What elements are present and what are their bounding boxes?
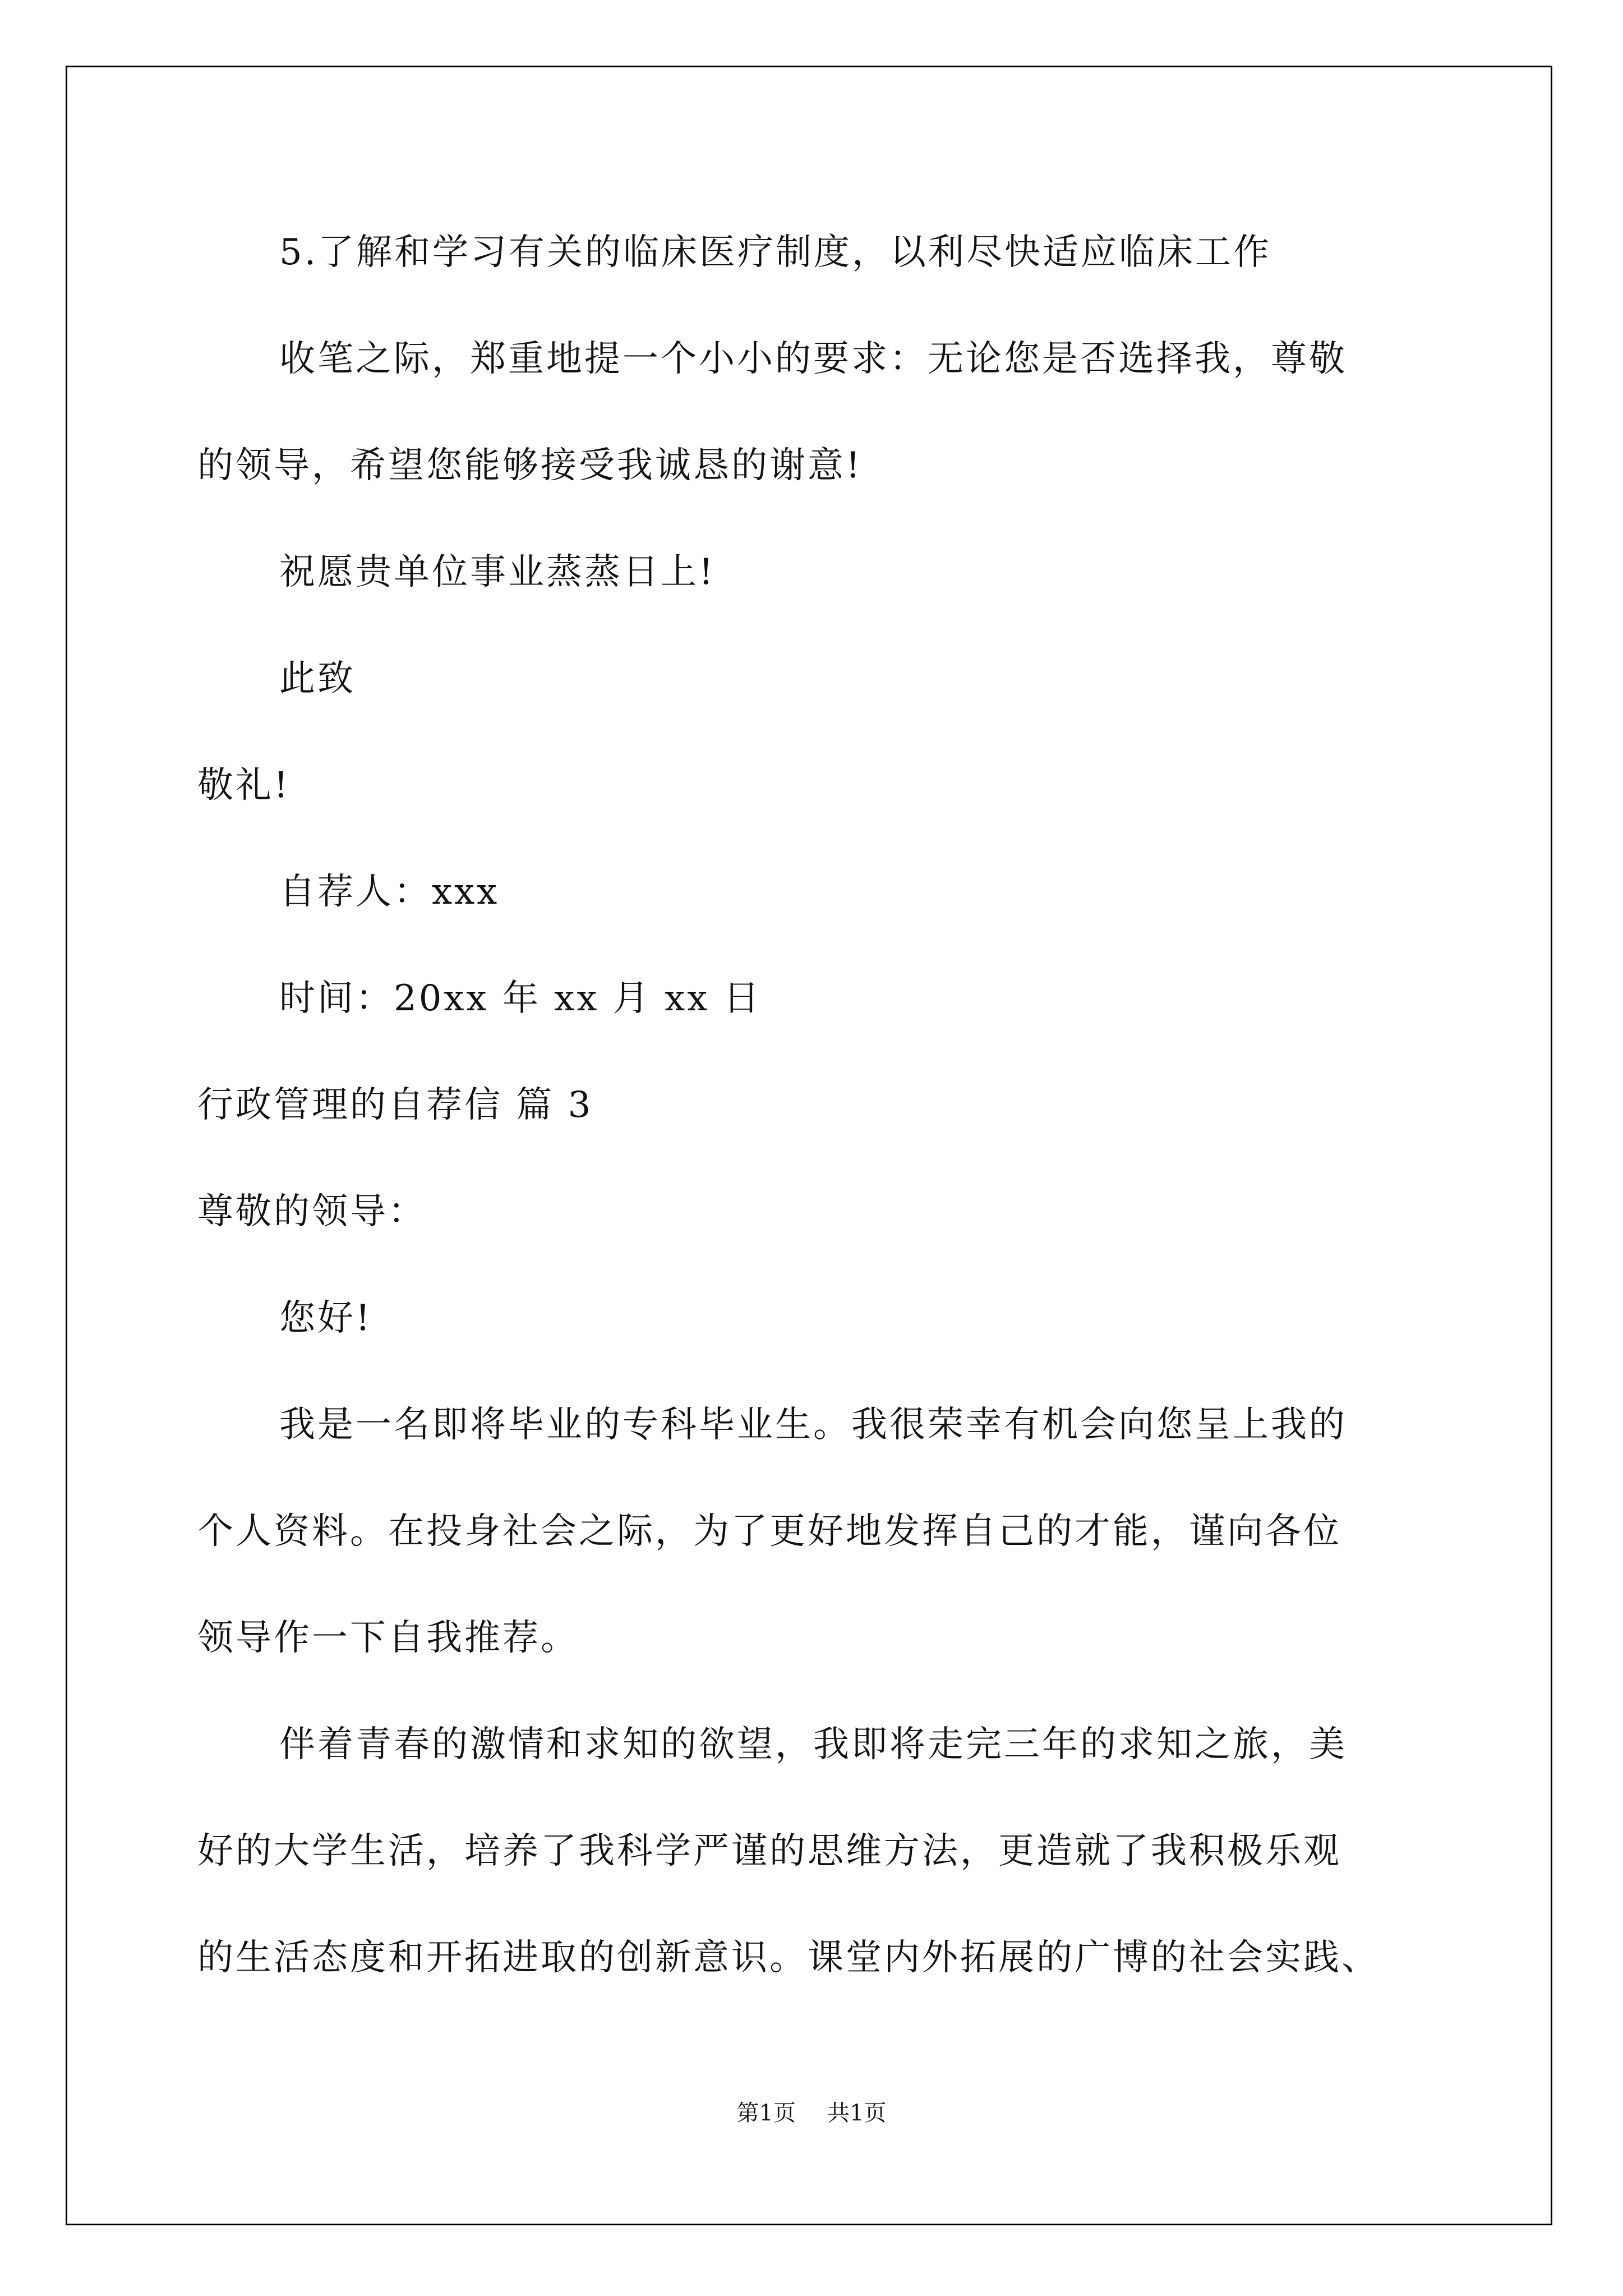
text-line [279, 1296, 1623, 1341]
text-line [197, 443, 1623, 488]
page-footer [0, 2096, 1623, 2130]
signature-line [279, 869, 1623, 914]
line-text: 好的大学生活，培养了我科学严谨的思维方法，更造就了我积极乐观 [197, 1830, 1341, 1872]
line-text: 收笔之际，郑重地提一个小小的要求：无论您是否选择我，尊敬 [279, 338, 1347, 380]
line-text: 的领导，希望您能够接受我诚恳的谢意! [197, 445, 863, 486]
line-text: 时间：20xx 年 xx 月 xx 日 [279, 978, 762, 1019]
text-line [197, 1616, 1623, 1660]
line-text: 您好! [279, 1297, 372, 1339]
text-line [197, 1829, 1623, 1874]
line-text: 敬礼! [197, 765, 291, 806]
text-line [279, 656, 1623, 701]
line-text: 伴着青春的激情和求知的欲望，我即将走完三年的求知之旅，美 [279, 1724, 1347, 1765]
line-text: 5.了解和学习有关的临床医疗制度，以利尽快适应临床工作 [279, 232, 1272, 273]
line-text: 个人资料。在投身社会之际，为了更好地发挥自己的才能，谨向各位 [197, 1511, 1341, 1552]
salutation [197, 1189, 1623, 1234]
date-line [279, 976, 1623, 1021]
text-line [279, 337, 1623, 381]
text-line [197, 1509, 1623, 1554]
line-text: 此致 [279, 658, 356, 700]
line-text: 尊敬的领导： [197, 1191, 426, 1232]
line-text: 的生活态度和开拓进取的创新意识。课堂内外拓展的广博的社会实践、 [197, 1937, 1380, 1978]
line-text: 自荐人：xxx [279, 871, 500, 913]
text-line [197, 763, 1623, 808]
section-title [197, 1083, 1623, 1128]
text-line [279, 230, 1623, 275]
page-total: 共1页 [827, 2100, 887, 2126]
text-line [279, 550, 1623, 595]
line-text: 祝愿贵单位事业蒸蒸日上! [279, 551, 716, 593]
line-text: 领导作一下自我推荐。 [197, 1617, 579, 1659]
text-line [197, 1935, 1623, 1980]
text-line [279, 1402, 1623, 1447]
line-text: 行政管理的自荐信 篇 3 [197, 1084, 593, 1126]
page-number: 第1页 [736, 2100, 796, 2126]
line-text: 我是一名即将毕业的专科毕业生。我很荣幸有机会向您呈上我的 [279, 1404, 1347, 1446]
page-frame [66, 66, 1552, 2225]
text-line [279, 1722, 1623, 1767]
